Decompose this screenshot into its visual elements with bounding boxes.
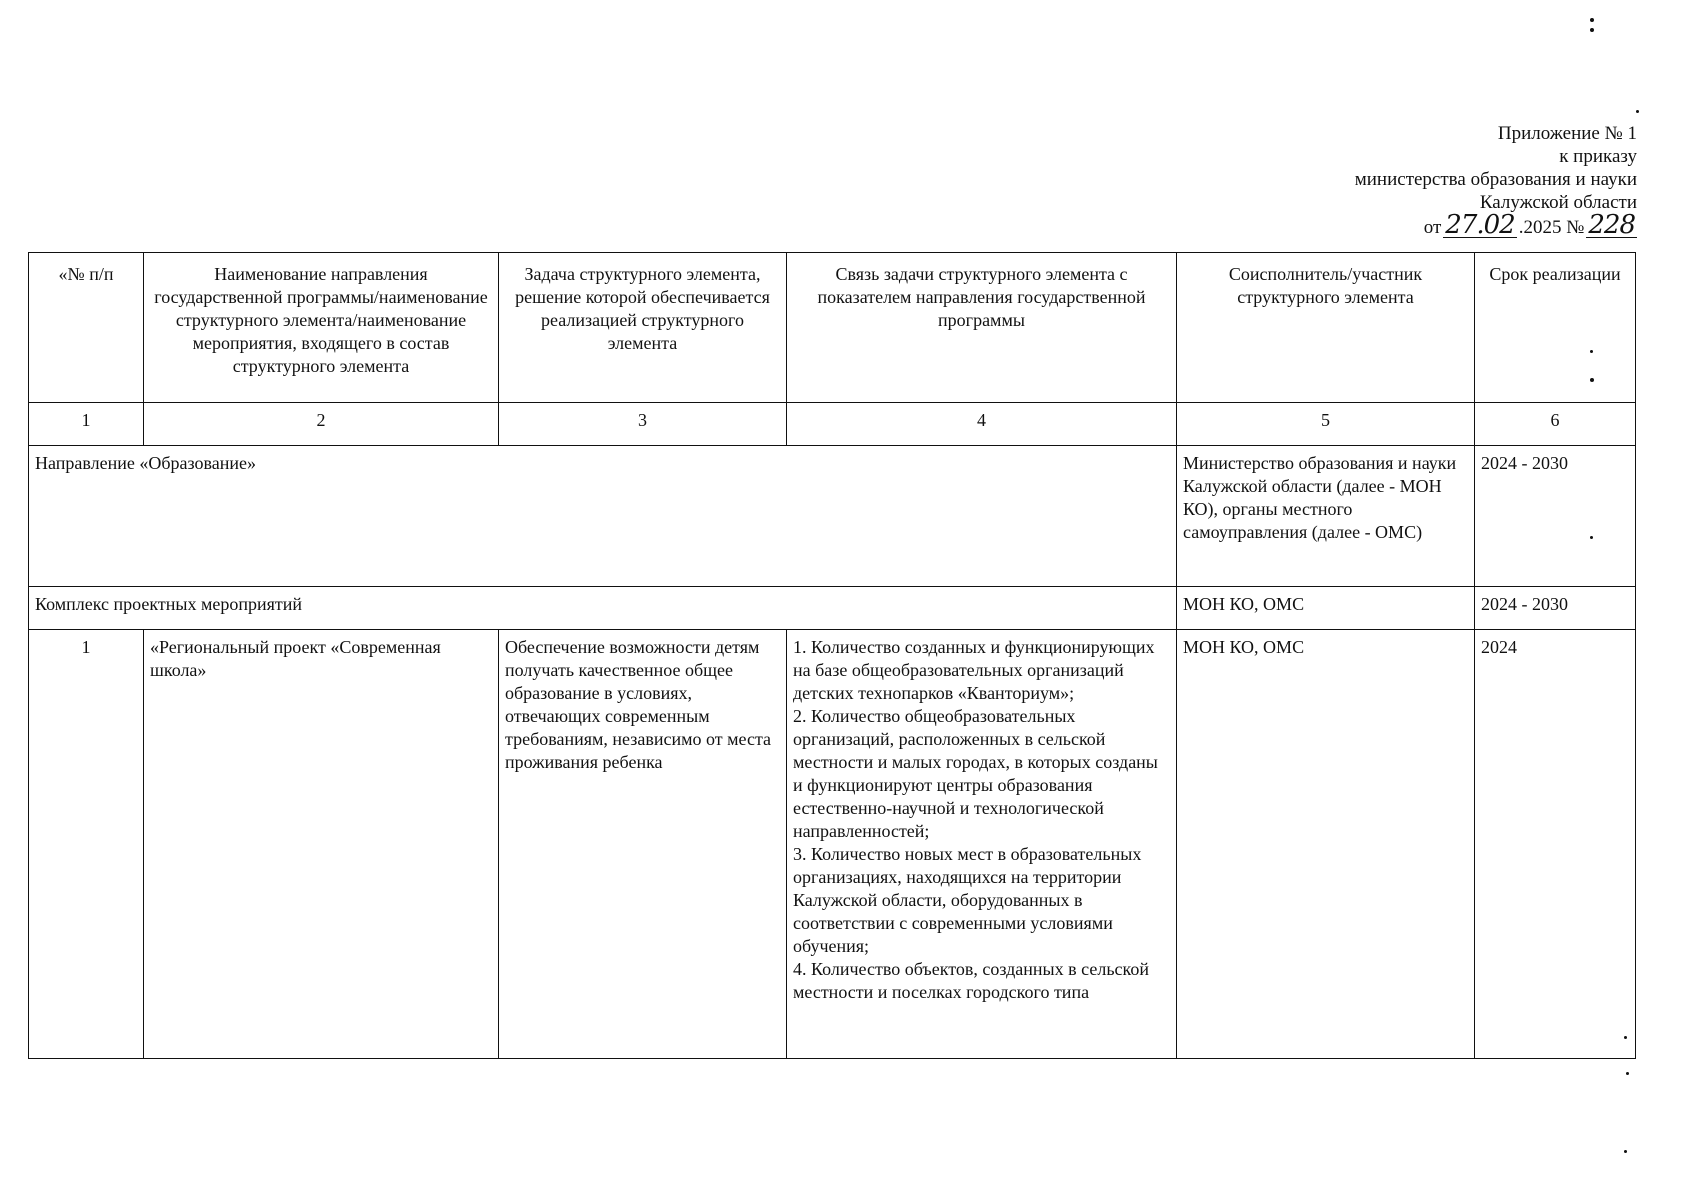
column-number: 6 <box>1475 403 1636 446</box>
row-num: 1 <box>29 630 144 1059</box>
column-number: 1 <box>29 403 144 446</box>
scan-speck <box>1624 1150 1627 1153</box>
region-name: Калужской области <box>1479 192 1637 213</box>
appendix-header <box>1355 122 1637 239</box>
header-period: Срок реализации <box>1475 253 1636 403</box>
row-period: 2024 <box>1475 630 1636 1059</box>
program-table <box>28 252 1636 1059</box>
row-participant: МОН КО, ОМС <box>1177 630 1475 1059</box>
header-name: Наименование направления государственной программы/наименование структурного элемента/наименование мероприятия, входящего в состав структурного элемента <box>144 253 499 403</box>
table-header-row <box>29 253 1636 403</box>
header-indicator-link: Связь задачи структурного элемента с показателем направления государственной программы <box>787 253 1177 403</box>
order-date-line <box>1423 210 1637 240</box>
indicator-item: 1. Количество созданных и функционирующих на базе общеобразовательных организаций детских технопарков «Кванториум»; <box>793 637 1155 703</box>
scan-speck <box>1636 110 1639 113</box>
header-num: «№ п/п <box>29 253 144 403</box>
date-prefix: от <box>1423 217 1442 238</box>
row-name: «Региональный проект «Современная школа» <box>144 630 499 1059</box>
column-number: 3 <box>499 403 787 446</box>
handwritten-date: 27.02 <box>1445 210 1515 240</box>
scan-speck <box>1590 378 1594 382</box>
column-number: 4 <box>787 403 1177 446</box>
section-row <box>29 446 1636 587</box>
subsection-participant: МОН КО, ОМС <box>1177 587 1475 630</box>
section-participant: Министерство образования и науки Калужской области (далее - МОН КО), органы местного самоуправления (далее - ОМС) <box>1177 446 1475 587</box>
scan-speck <box>1590 350 1593 353</box>
table-row <box>29 630 1636 1059</box>
date-year: .2025 № <box>1518 217 1585 238</box>
ministry-name: министерства образования и науки <box>1354 169 1637 190</box>
subsection-title: Комплекс проектных мероприятий <box>29 587 1177 630</box>
scan-speck <box>1626 1072 1629 1075</box>
column-number: 2 <box>144 403 499 446</box>
row-indicators <box>787 630 1177 1059</box>
column-number: 5 <box>1177 403 1475 446</box>
subsection-period: 2024 - 2030 <box>1475 587 1636 630</box>
order-reference: к приказу <box>1559 146 1637 167</box>
subsection-row <box>29 587 1636 630</box>
scan-speck <box>1624 1036 1627 1039</box>
section-period: 2024 - 2030 <box>1475 446 1636 587</box>
section-title: Направление «Образование» <box>29 446 1177 587</box>
indicator-item: 3. Количество новых мест в образовательных организациях, находящихся на территории Калужской области, оборудованных в соответствии с современными условиями обучения; <box>793 844 1142 956</box>
handwritten-order-number: 228 <box>1588 210 1635 240</box>
indicator-item: 2. Количество общеобразовательных организаций, расположенных в сельской местности и малых городах, в которых созданы и функционируют центры образования естественно-научной и технологической направленностей; <box>793 706 1158 841</box>
row-task: Обеспечение возможности детям получать качественное общее образование в условиях, отвечающих современным требованиям, независимо от места проживания ребенка <box>499 630 787 1059</box>
appendix-title: Приложение № 1 <box>1497 123 1637 144</box>
scan-speck <box>1590 18 1594 22</box>
header-participant: Соисполнитель/участник структурного элемента <box>1177 253 1475 403</box>
header-task: Задача структурного элемента, решение которой обеспечивается реализацией структурного элемента <box>499 253 787 403</box>
scan-speck <box>1590 28 1594 32</box>
scan-speck <box>1590 536 1593 539</box>
indicator-item: 4. Количество объектов, созданных в сельской местности и поселках городского типа <box>793 959 1149 1002</box>
column-number-row <box>29 403 1636 446</box>
